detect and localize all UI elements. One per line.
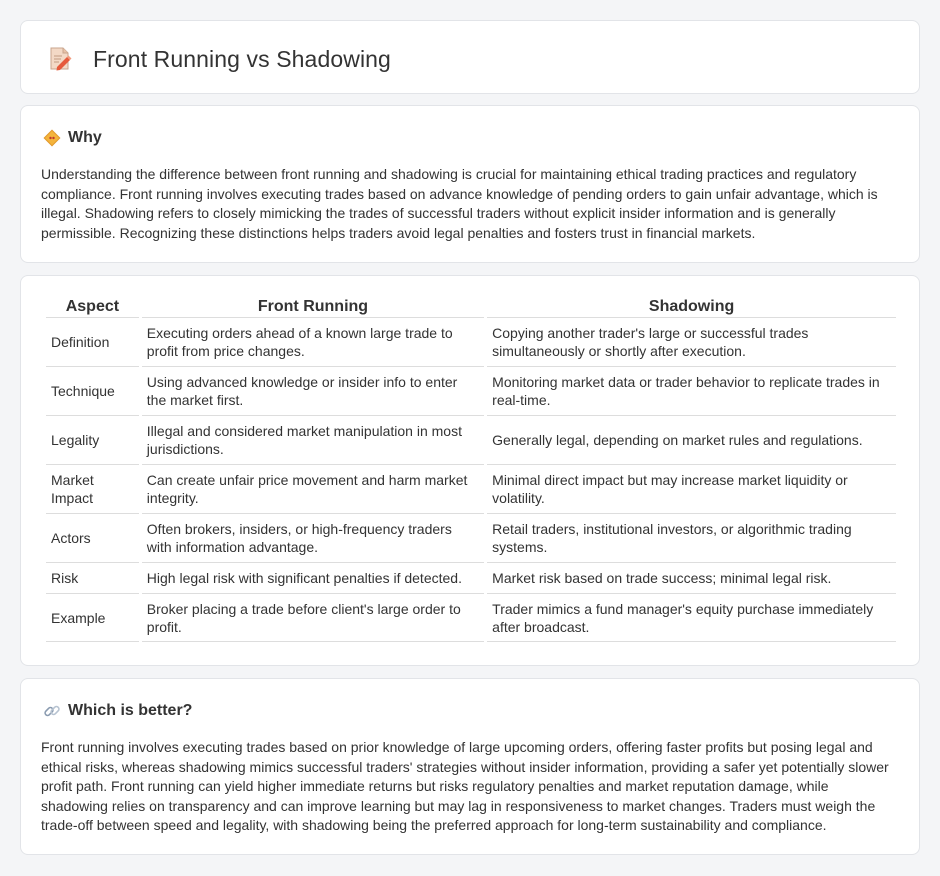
row-front-running: Can create unfair price movement and harm market integrity. [142,465,484,514]
table-row [46,594,896,642]
row-aspect: Definition [46,318,139,367]
row-shadowing: Copying another trader's large or successful trades simultaneously or shortly after execution. [487,318,896,367]
row-front-running: Using advanced knowledge or insider info to enter the market first. [142,367,484,416]
page-title: Front Running vs Shadowing [93,45,391,72]
row-front-running: Broker placing a trade before client's large order to profit. [142,594,484,642]
why-heading-row [43,128,102,148]
row-shadowing: Retail traders, institutional investors, or algorithmic trading systems. [487,514,896,563]
diamond-icon [43,129,61,147]
better-heading: Which is better? [68,702,193,719]
row-front-running: High legal risk with significant penalties if detected. [142,563,484,594]
table-row [46,416,896,465]
link-icon [43,702,61,720]
why-section [20,105,920,263]
title-row [47,43,391,75]
header-shadowing: Shadowing [487,296,896,318]
row-aspect: Actors [46,514,139,563]
row-front-running: Illegal and considered market manipulation in most jurisdictions. [142,416,484,465]
row-shadowing: Monitoring market data or trader behavior to replicate trades in real-time. [487,367,896,416]
row-front-running: Executing orders ahead of a known large trade to profit from price changes. [142,318,484,367]
row-aspect: Technique [46,367,139,416]
better-heading-row [43,701,192,721]
why-body: Understanding the difference between front running and shadowing is crucial for maintaining ethical trading practices and regulatory compliance. Front running involves executing trades based on advance knowledge of pending orders to gain unfair advantage, which is illegal. Shadowing refers to closely mimicking the trades of successful traders without explicit insider information and is generally permissible. Recognizing these distinctions helps traders avoid legal penalties and fosters trust in financial markets. [41,166,878,241]
row-aspect: Example [46,594,139,642]
row-front-running: Often brokers, insiders, or high-frequency traders with information advantage. [142,514,484,563]
comparison-table [43,296,899,642]
row-shadowing: Trader mimics a fund manager's equity purchase immediately after broadcast. [487,594,896,642]
table-row [46,367,896,416]
table-row [46,514,896,563]
table-header-row [46,296,896,318]
row-shadowing: Minimal direct impact but may increase market liquidity or volatility. [487,465,896,514]
row-aspect: Risk [46,563,139,594]
table-row [46,318,896,367]
row-aspect: Legality [46,416,139,465]
header-aspect: Aspect [46,296,139,318]
row-aspect: Market Impact [46,465,139,514]
why-heading: Why [68,129,102,146]
which-is-better-section [20,678,920,855]
table-row [46,465,896,514]
better-body: Front running involves executing trades based on prior knowledge of large upcoming orders, offering faster profits but posing legal and ethical risks, whereas shadowing mimics successful traders' strategies without insider information, providing a safer yet potentially slower profit path. Front running can yield higher immediate returns but risks regulatory penalties and market reputation damage, while shadowing relies on transparency and can improve learning but may lag in responsiveness to market changes. Traders must weigh the trade-off between speed and legality, with shadowing being the preferred approach for long-term sustainability and compliance. [41,739,889,833]
title-card [20,20,920,94]
document-pencil-icon [47,46,73,72]
row-shadowing: Generally legal, depending on market rules and regulations. [487,416,896,465]
comparison-section [20,275,920,666]
table-row [46,563,896,594]
row-shadowing: Market risk based on trade success; minimal legal risk. [487,563,896,594]
header-front-running: Front Running [142,296,484,318]
